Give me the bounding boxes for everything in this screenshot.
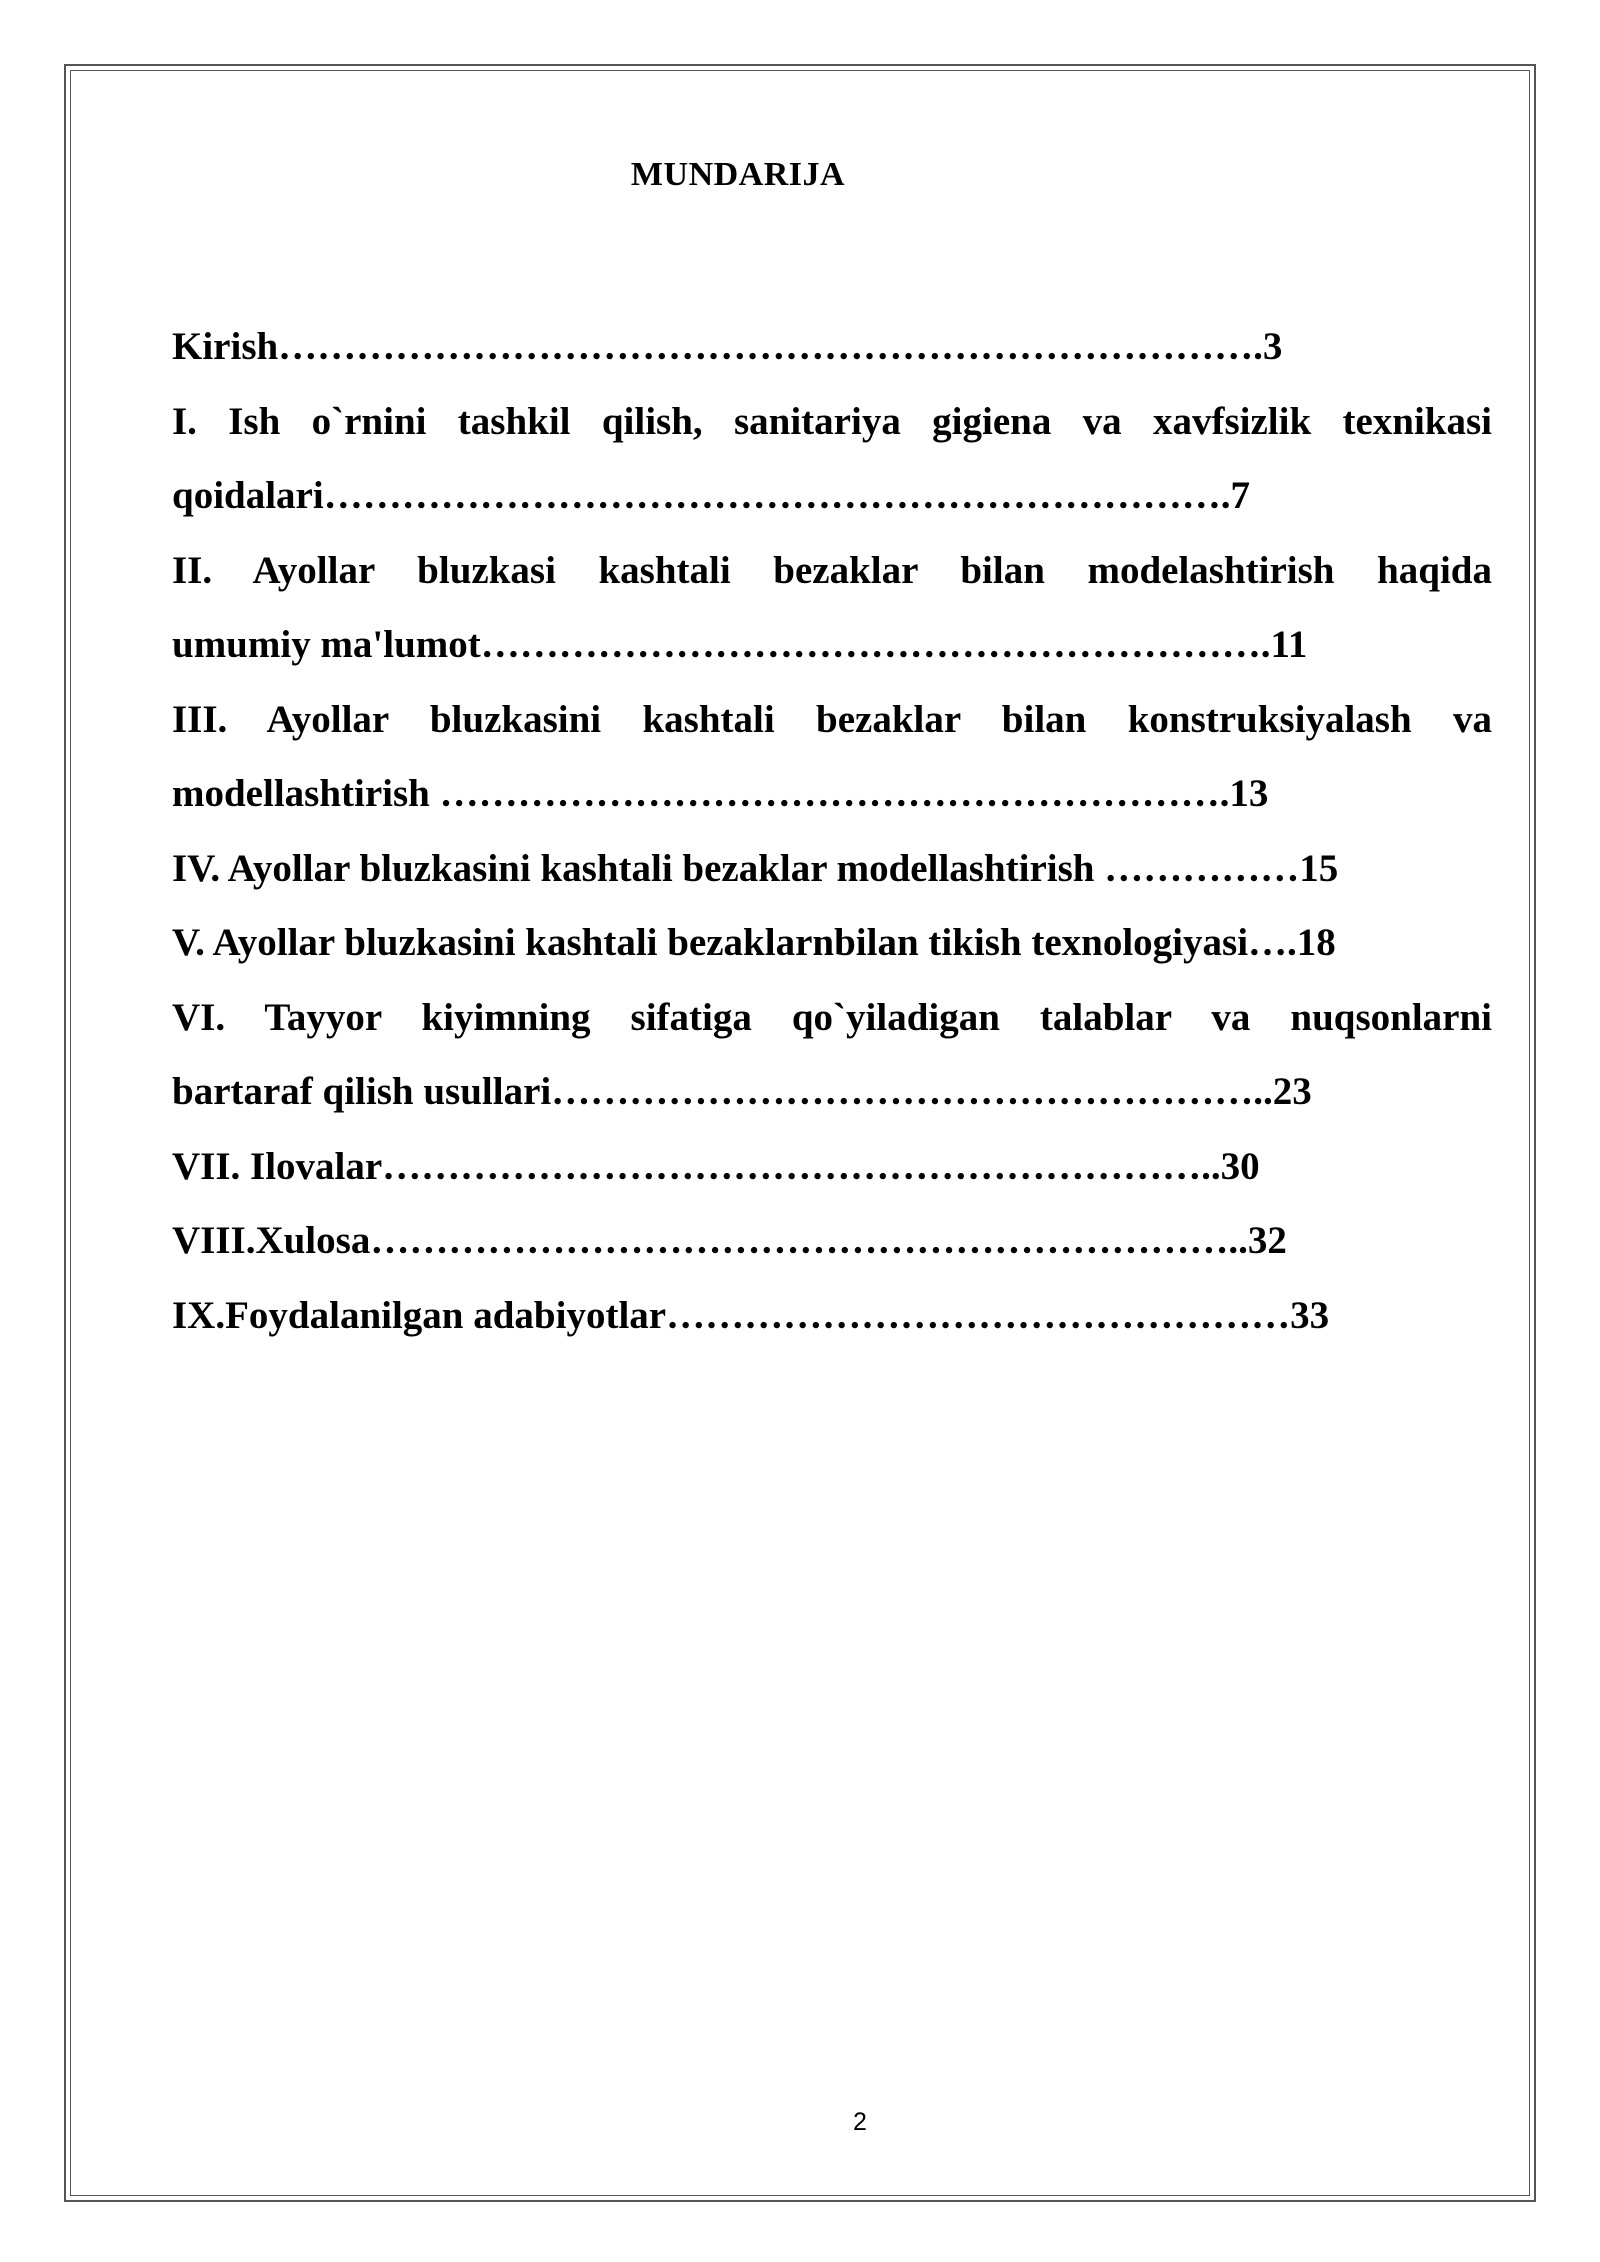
toc-entry-3-line-2: modellashtirish …………………………………………………….13 — [172, 772, 1269, 815]
toc-entry-6-line-1: VI. Tayyor kiyimning sifatiga qo`yiladigan talablar va nuqsonlarni — [172, 995, 1492, 1039]
toc-entry-5: V. Ayollar bluzkasini kashtali bezaklarnbilan tikish texnologiyasi….18 — [172, 921, 1336, 964]
toc-entry-4: IV. Ayollar bluzkasini kashtali bezaklar modellashtirish ……………15 — [172, 846, 1339, 890]
toc-entry-6-line-2: bartaraf qilish usullari………………………………………………..23 — [172, 1070, 1312, 1113]
toc-entry-2-line-2: umumiy ma'lumot…………………………………………………….11 — [172, 623, 1308, 666]
toc-entry-8: VIII.Xulosa…………………………………………………………..32 — [172, 1219, 1287, 1262]
toc-entry-1-line-1: I. Ish o`rnini tashkil qilish, sanitariya gigiena va xavfsizlik texnikasi — [172, 399, 1492, 443]
toc-entry-1-line-2: qoidalari…………………………………………………………….7 — [172, 474, 1250, 517]
page-number: 2 — [853, 2108, 867, 2136]
document-title: MUNDARIJA — [630, 156, 846, 193]
toc-entry-9: IX.Foydalanilgan adabiyotlar…………………………………………33 — [172, 1293, 1330, 1337]
toc-entry-kirish: Kirish………………………………………………………………….3 — [172, 325, 1283, 368]
table-of-contents — [172, 310, 1492, 1353]
toc-entry-7: VII. Ilovalar………………………………………………………..30 — [172, 1144, 1260, 1188]
toc-entry-3-line-1: III. Ayollar bluzkasini kashtali bezaklar bilan konstruksiyalash va — [172, 697, 1492, 741]
toc-entry-2-line-1: II. Ayollar bluzkasi kashtali bezaklar bilan modelashtirish haqida — [172, 548, 1492, 592]
